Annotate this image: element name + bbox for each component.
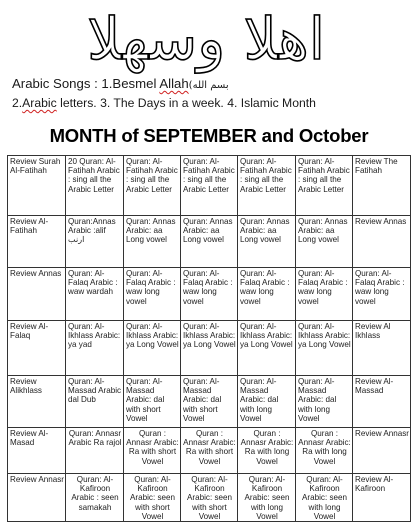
arabic-songs-line — [12, 76, 412, 94]
table-cell: Quran : Annasr Arabic: Ra with short Vowel — [124, 428, 181, 474]
table-row — [8, 216, 411, 268]
table-cell: Quran: Al-Kafiroon Arabic: seen with long Vowel — [238, 474, 296, 522]
table-cell: Quran: Al-Kafiroon Arabic: seen with long Vowel — [296, 474, 353, 522]
month-title: MONTH of SEPTEMBER and October — [49, 125, 369, 146]
table-cell: Quran: Al-Massad Arabic: dal with long Vowel — [296, 376, 353, 428]
table-cell: Quran: Al-Falaq Arabic : waw wardah — [66, 268, 124, 321]
table-cell: Quran : Annasr Arabic: Ra with short Vowel — [181, 428, 238, 474]
table-cell: Quran: Annasr Arabic Ra rajol — [66, 428, 124, 474]
table-cell: Quran: Al-Kafiroon Arabic: seen with short Vowel — [181, 474, 238, 522]
table-cell: Quran: Al-Falaq Arabic : waw long vowel — [124, 268, 181, 321]
table-cell: Review Surah Al-Fatihah — [8, 156, 66, 216]
schedule-table — [7, 155, 411, 522]
table-cell: Quran: Al-Fatihah Arabic : sing all the Arabic Letter — [296, 156, 353, 216]
songs-prefix: Arabic Songs : 1.Besmel — [12, 76, 160, 91]
table-cell: Quran: Al-Falaq Arabic : waw long vowel — [296, 268, 353, 321]
table-cell: Quran: Annas Arabic: aa Long vowel — [181, 216, 238, 268]
table-row — [8, 428, 411, 474]
table-row — [8, 474, 411, 522]
arabic-welcome-title: اهلا وسهلا — [87, 5, 325, 73]
table-cell: Quran: Al-Ikhlass Arabic: ya Long Vowel — [238, 321, 296, 376]
table-cell: 20 Quran: Al-Fatihah Arabic : sing all the Arabic Letter — [66, 156, 124, 216]
topics-prefix: 2. — [12, 96, 23, 110]
table-cell: Quran: Al-Massad Arabic: dal with short Vowel — [124, 376, 181, 428]
table-cell: Quran : Annasr Arabic: Ra with long Vowel — [296, 428, 353, 474]
table-cell: Quran: Al-Falaq Arabic : waw long vowel — [238, 268, 296, 321]
table-cell: Quran: Al-Falaq Arabic : waw long vowel — [353, 268, 411, 321]
table-cell: Quran: Al-Falaq Arabic : waw long vowel — [181, 268, 238, 321]
table-cell: Review The Fatihah — [353, 156, 411, 216]
table-cell: Quran: Al-Kafiroon Arabic: seen with short Vowel — [124, 474, 181, 522]
table-cell: Quran: Al-Fatihah Arabic : sing all the Arabic Letter — [124, 156, 181, 216]
table-row — [8, 268, 411, 321]
table-cell: Review Annasr — [8, 474, 66, 522]
table-cell: Quran: Al-Ikhlass Arabic: ya yad — [66, 321, 124, 376]
table-cell: Review Annasr — [353, 428, 411, 474]
table-cell: Review Al-Falaq — [8, 321, 66, 376]
table-cell: Quran: Annas Arabic: aa Long vowel — [238, 216, 296, 268]
table-cell: Quran: Al-Ikhlass Arabic: ya Long Vowel — [296, 321, 353, 376]
table-row — [8, 376, 411, 428]
table-cell: Quran: Al-Kafiroon Arabic : seen samakah — [66, 474, 124, 522]
topics-rest: letters. 3. The Days in a week. 4. Islamic Month — [56, 96, 316, 110]
table-cell: Review Al-Kafiroon — [353, 474, 411, 522]
table-cell: Review Al-Massad — [353, 376, 411, 428]
table-cell: Quran: Al-Massad Arabic dal Dub — [66, 376, 124, 428]
table-cell: Quran: Al-Ikhlass Arabic: ya Long Vowel — [124, 321, 181, 376]
table-cell: Quran: Al-Massad Arabic: dal with short Vowel — [181, 376, 238, 428]
table-cell: Quran: Annas Arabic: aa Long vowel — [296, 216, 353, 268]
table-cell: Quran:Annas Arabic :alif ارنب — [66, 216, 124, 268]
table-cell: Quran: Annas Arabic: aa Long vowel — [124, 216, 181, 268]
table-cell: Quran: Al-Fatihah Arabic : sing all the Arabic Letter — [238, 156, 296, 216]
songs-arabic: (بسم الله — [188, 80, 229, 91]
table-cell: Quran: Al-Fatihah Arabic : sing all the Arabic Letter — [181, 156, 238, 216]
table-cell: Quran: Al-Massad Arabic: dal with long Vowel — [238, 376, 296, 428]
table-cell: Review Al Ikhlass — [353, 321, 411, 376]
table-cell: Review Annas — [353, 216, 411, 268]
table-cell: Review Annas — [8, 268, 66, 321]
table-cell: Quran: Al-Ikhlass Arabic: ya Long Vowel — [181, 321, 238, 376]
table-cell: Review Alikhlass — [8, 376, 66, 428]
table-cell: Review Al-Fatihah — [8, 216, 66, 268]
table-cell: Quran : Annasr Arabic: Ra with long Vowel — [238, 428, 296, 474]
schedule-table-body — [8, 156, 411, 522]
topics-line — [12, 95, 418, 111]
table-row — [8, 156, 411, 216]
topics-arabic-word: Arabic — [22, 96, 57, 110]
table-row — [8, 321, 411, 376]
songs-allah: Allah — [159, 76, 189, 91]
table-cell: Review Al-Masad — [8, 428, 66, 474]
